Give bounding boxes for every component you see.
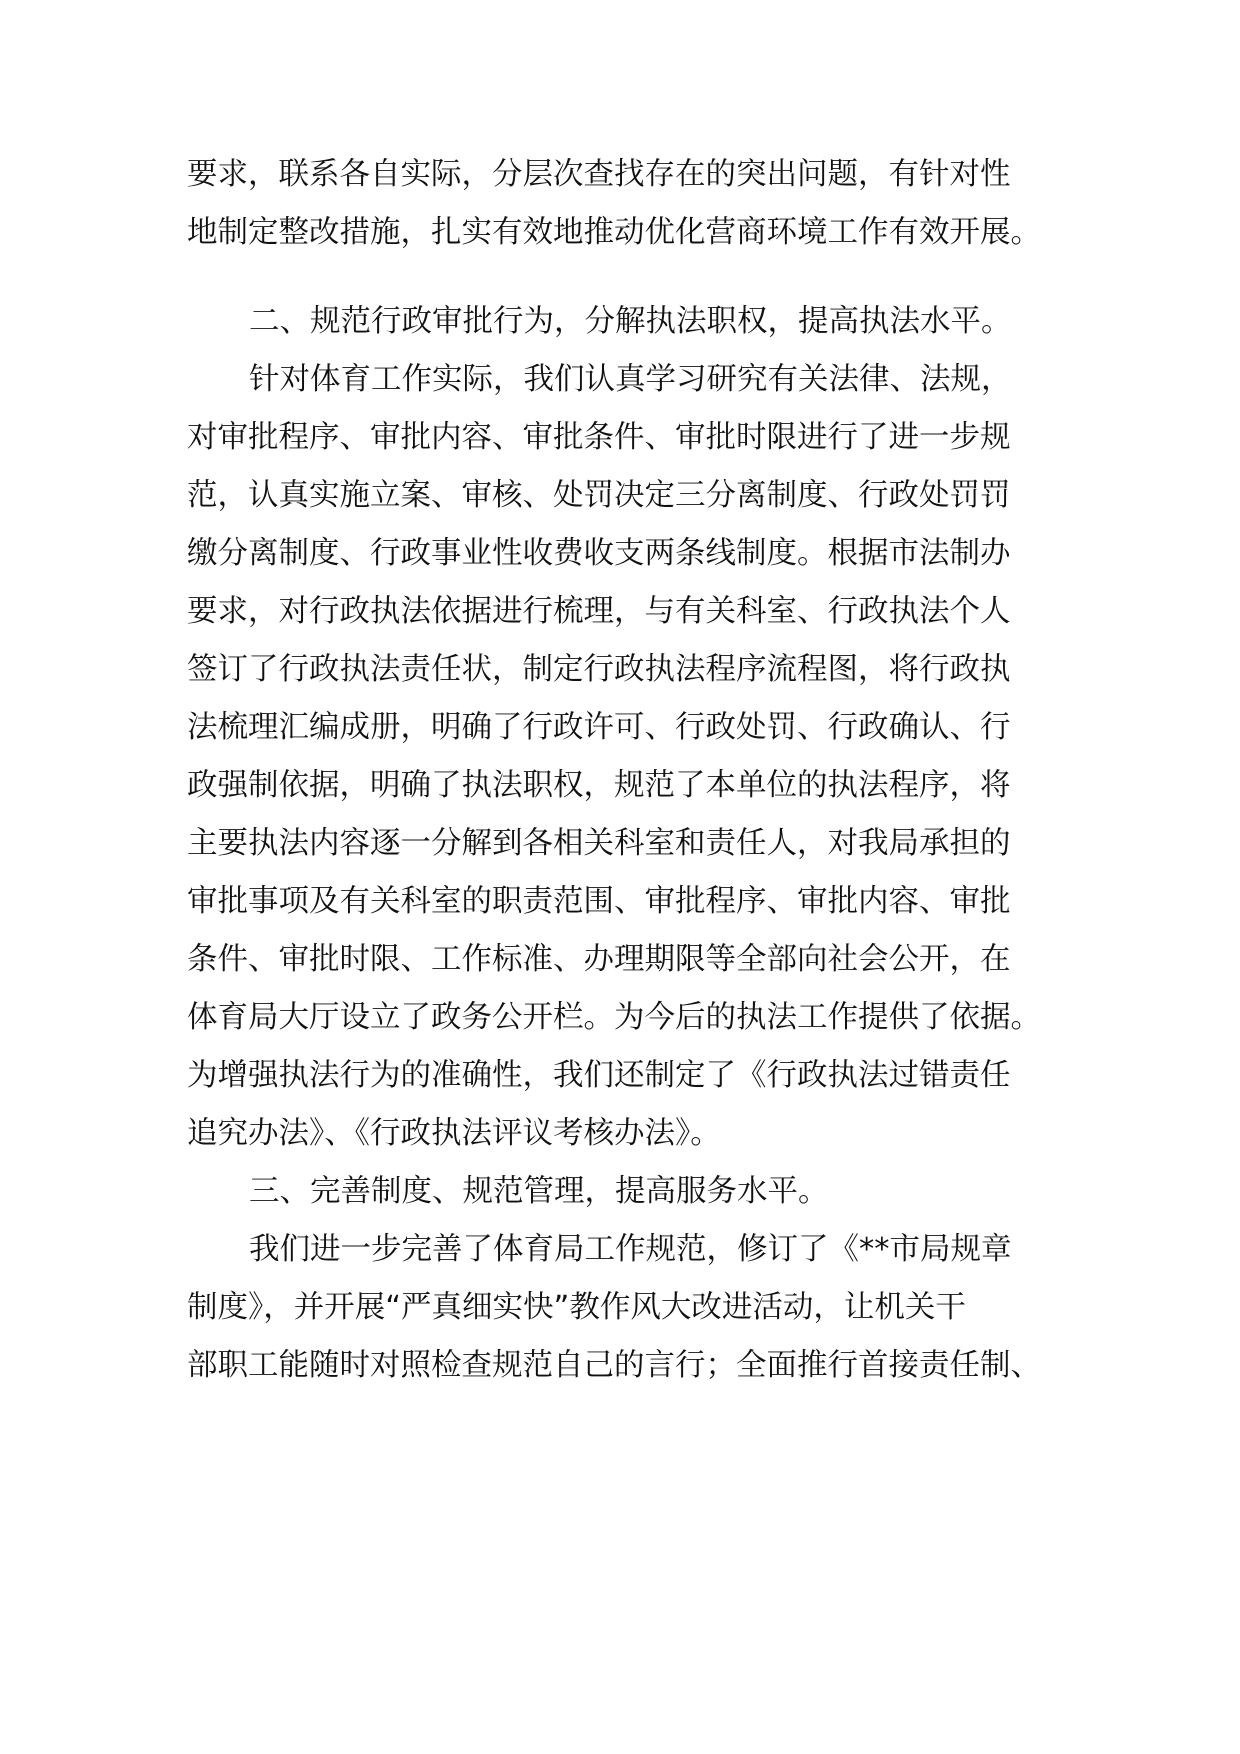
text-line: 缴分离制度、行政事业性收费收支两条线制度。根据市法制办	[187, 536, 1011, 571]
text-line: 法梳理汇编成册，明确了行政许可、行政处罚、行政确认、行	[187, 710, 1011, 745]
text-line: 签订了行政执法责任状，制定行政执法程序流程图，将行政执	[187, 652, 1011, 687]
text-line: 政强制依据，明确了执法职权，规范了本单位的执法程序，将	[187, 768, 1011, 803]
text-line: 我们进一步完善了体育局工作规范，修订了《**市局规章	[249, 1232, 1012, 1267]
text-line: 审批事项及有关科室的职责范围、审批程序、审批内容、审批	[187, 884, 1011, 919]
text-line: 对审批程序、审批内容、审批条件、审批时限进行了进一步规	[187, 420, 1011, 455]
text-line: 要求，对行政执法依据进行梳理，与有关科室、行政执法个人	[187, 594, 1011, 629]
section-heading: 二、规范行政审批行为，分解执法职权，提高执法水平。	[249, 304, 1012, 339]
section-heading: 三、完善制度、规范管理，提高服务水平。	[249, 1174, 829, 1209]
text-line: 制度》，并开展“严真细实快”教作风大改进活动，让机关干	[187, 1290, 966, 1325]
text-line: 追究办法》、《行政执法评议考核办法》。	[187, 1116, 721, 1151]
text-line: 范，认真实施立案、审核、处罚决定三分离制度、行政处罚罚	[187, 478, 1011, 513]
text-line: 针对体育工作实际，我们认真学习研究有关法律、法规，	[249, 362, 1012, 397]
text-line: 地制定整改措施，扎实有效地推动优化营商环境工作有效开展。	[187, 215, 1041, 250]
text-line: 要求，联系各自实际，分层次查找存在的突出问题，有针对性	[187, 157, 1011, 192]
text-line: 为增强执法行为的准确性，我们还制定了《行政执法过错责任	[187, 1058, 1011, 1093]
text-line: 体育局大厅设立了政务公开栏。为今后的执法工作提供了依据。	[187, 1000, 1041, 1035]
text-line: 主要执法内容逐一分解到各相关科室和责任人，对我局承担的	[187, 826, 1011, 861]
text-line: 条件、审批时限、工作标准、办理期限等全部向社会公开，在	[187, 942, 1011, 977]
text-line: 部职工能随时对照检查规范自己的言行；全面推行首接责任制、	[187, 1348, 1041, 1383]
